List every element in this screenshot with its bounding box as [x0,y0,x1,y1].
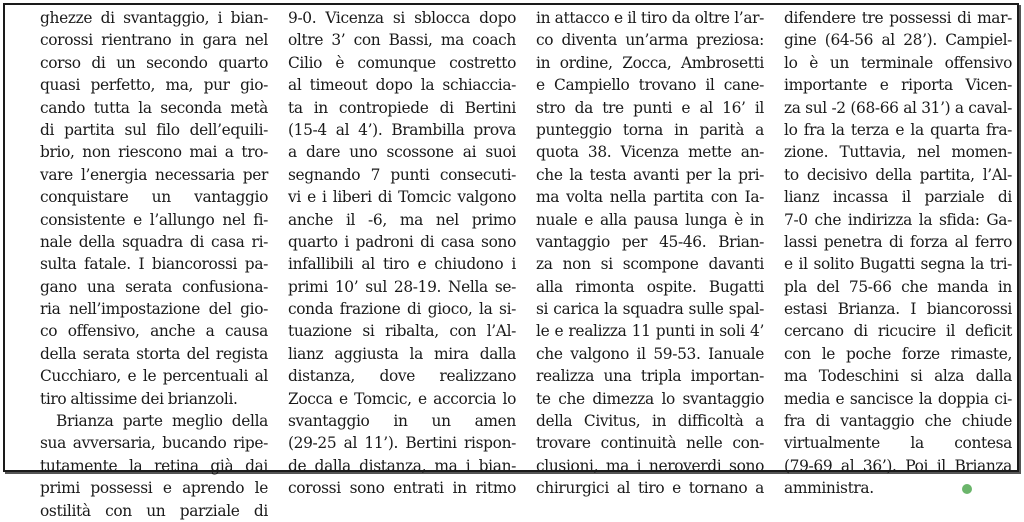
text-line: lo fra la terza e la quarta fra- [784,120,1012,139]
text-line: 9-0. Vicenza si sblocca dopo [288,9,516,27]
text-line: di partita sul filo dell’equili- [40,120,268,139]
text-line: conda frazione di gioco, la si- [288,300,516,319]
text-line: della serata storta del regista [40,344,268,363]
text-line: tutamente la retina già dai [40,456,268,475]
text-line: vi e i liberi di Tomcic valgono [288,188,516,207]
text-line: corossi sono entrati in ritmo [288,479,516,498]
text-line: gano una serata confusiona- [40,277,268,296]
text-line: cando tutta la seconda metà [40,98,268,117]
text-line: lo è un terminale offensivo [784,53,1012,72]
article-frame [3,3,1019,520]
text-line: in attacco e il tiro da oltre l’ar- [536,9,764,27]
text-line: media e sancisce la doppia ci- [784,389,1012,408]
text-line: svantaggio in un amen [288,412,516,431]
text-line: oltre 3’ con Bassi, ma coach [288,31,516,50]
text-line: (15-4 al 4’). Brambilla prova [288,120,516,139]
text-column-3 [536,7,764,498]
text-line: sua avversaria, bucando ripe- [40,434,268,453]
text-line: fra di vantaggio che chiude [784,412,1012,431]
text-line: to decisivo della partita, l’Al- [784,165,1012,184]
text-line: consistente e l’allungo nel fi- [40,210,268,229]
text-column-1 [40,7,268,520]
text-line: quota 38. Vicenza mette an- [536,143,764,162]
text-line: Zocca e Tomcic, e accorcia lo [288,389,516,408]
text-line: che valgono il 59-53. Ianuale [536,344,764,363]
text-line: virtualmente la contesa [784,434,1012,453]
text-line: nale della squadra di casa ri- [40,232,268,251]
text-line: infallibili al tiro e chiudono i [288,255,516,274]
text-line: co diventa un’arma preziosa: [536,31,764,50]
text-line: ghezze di svantaggio, i bian- [40,9,268,27]
text-line: punteggio torna in parità a [536,120,764,139]
text-line: corossi rientrano in gara nel [40,31,268,50]
text-line: ostilità con un parziale di [40,501,268,520]
text-line: sulta fatale. I biancorossi pa- [40,255,268,274]
text-line: ma Todeschini si alza dalla [784,367,1012,386]
text-line: pla del 75-66 che manda in [784,277,1012,296]
text-line: corso di un secondo quarto [40,53,268,72]
text-line: ria nell’impostazione del gio- [40,300,268,319]
text-line: trovare continuità nelle con- [536,434,764,453]
text-line: nuale e alla pausa lunga è in [536,210,764,229]
text-line: le e realizza 11 punti in soli 4’ [536,322,764,341]
text-line: con le poche forze rimaste, [784,344,1012,363]
text-line: primi 10’ sul 28-19. Nella se- [288,277,516,296]
text-line: za sul -2 (68-66 al 31’) a caval- [784,98,1012,117]
text-line: alla rimonta ospite. Bugatti [536,277,764,296]
text-line: anche il -6, ma nel primo [288,210,516,229]
text-line: gine (64-56 al 28’). Campiel- [784,31,1012,50]
text-line: della Civitus, in difficoltà a [536,412,764,431]
text-line: difendere tre possessi di mar- [784,9,1012,27]
green-dot-icon [962,484,972,494]
text-line: quarto i padroni di casa sono [288,232,516,251]
text-line: quasi perfetto, ma, pur gio- [40,76,268,95]
text-line: za non si scompone davanti [536,255,764,274]
text-line: distanza, dove realizzano [288,367,516,386]
text-line: te che dimezza lo svantaggio [536,389,764,408]
text-line: si carica la squadra sulle spal- [536,300,764,319]
text-line: zione. Tuttavia, nel momen- [784,143,1012,162]
text-line: a dare uno scossone ai suoi [288,143,516,162]
text-line: stro da tre punti e al 16’ il [536,98,764,117]
text-line: ma volta nella partita con Ia- [536,188,764,207]
text-line: che la testa avanti per la pri- [536,165,764,184]
text-line: vare l’energia necessaria per [40,165,268,184]
text-line: chirurgici al tiro e tornano a [536,479,764,498]
text-line: al timeout dopo la schiaccia- [288,76,516,95]
text-column-2 [288,7,516,498]
article-body [40,7,1012,520]
text-line: estasi Brianza. I biancorossi [784,300,1012,319]
text-line: Brianza parte meglio della [56,412,268,431]
text-line: lassi penetra di forza al ferro [784,232,1012,251]
text-line: 7-0 che indirizza la sfida: Ga- [784,210,1012,229]
text-line: co offensivo, anche a causa [40,322,268,341]
text-column-4 [784,7,1012,498]
text-line: brio, non riescono mai a tro- [40,143,268,162]
text-line: clusioni, ma i neroverdi sono [536,456,764,475]
text-line: segnando 7 punti consecuti- [288,165,516,184]
text-line: tiro altissime dei brianzoli. [40,389,238,408]
text-line: realizza una tripla importan- [536,367,764,386]
text-line: (29-25 al 11’). Bertini rispon- [288,434,516,453]
text-line: e il solito Bugatti segna la tri- [784,255,1012,274]
text-line: de dalla distanza, ma i bian- [288,456,516,475]
text-line: Cucchiaro, e le percentuali al [40,367,268,386]
text-line: tuazione si ribalta, con l’Al- [288,322,516,341]
text-line: e Campiello trovano il cane- [536,76,764,95]
text-line: in ordine, Zocca, Ambrosetti [536,53,764,72]
text-line: primi possessi e aprendo le [40,479,268,498]
text-line: vantaggio per 45-46. Brian- [536,232,764,251]
text-line: lianz aggiusta la mira dalla [288,344,516,363]
text-line: cercano di ricucire il deficit [784,322,1012,341]
text-line: Cilio è comunque costretto [288,53,516,72]
text-line: importante e riporta Vicen- [784,76,1012,95]
text-line: amministra. [784,477,1012,499]
text-line: conquistare un vantaggio [40,188,268,207]
text-line: ta in contropiede di Bertini [288,98,516,117]
text-line: (79-69 al 36’). Poi il Brianza [784,456,1012,475]
text-line: lianz incassa il parziale di [784,188,1012,207]
